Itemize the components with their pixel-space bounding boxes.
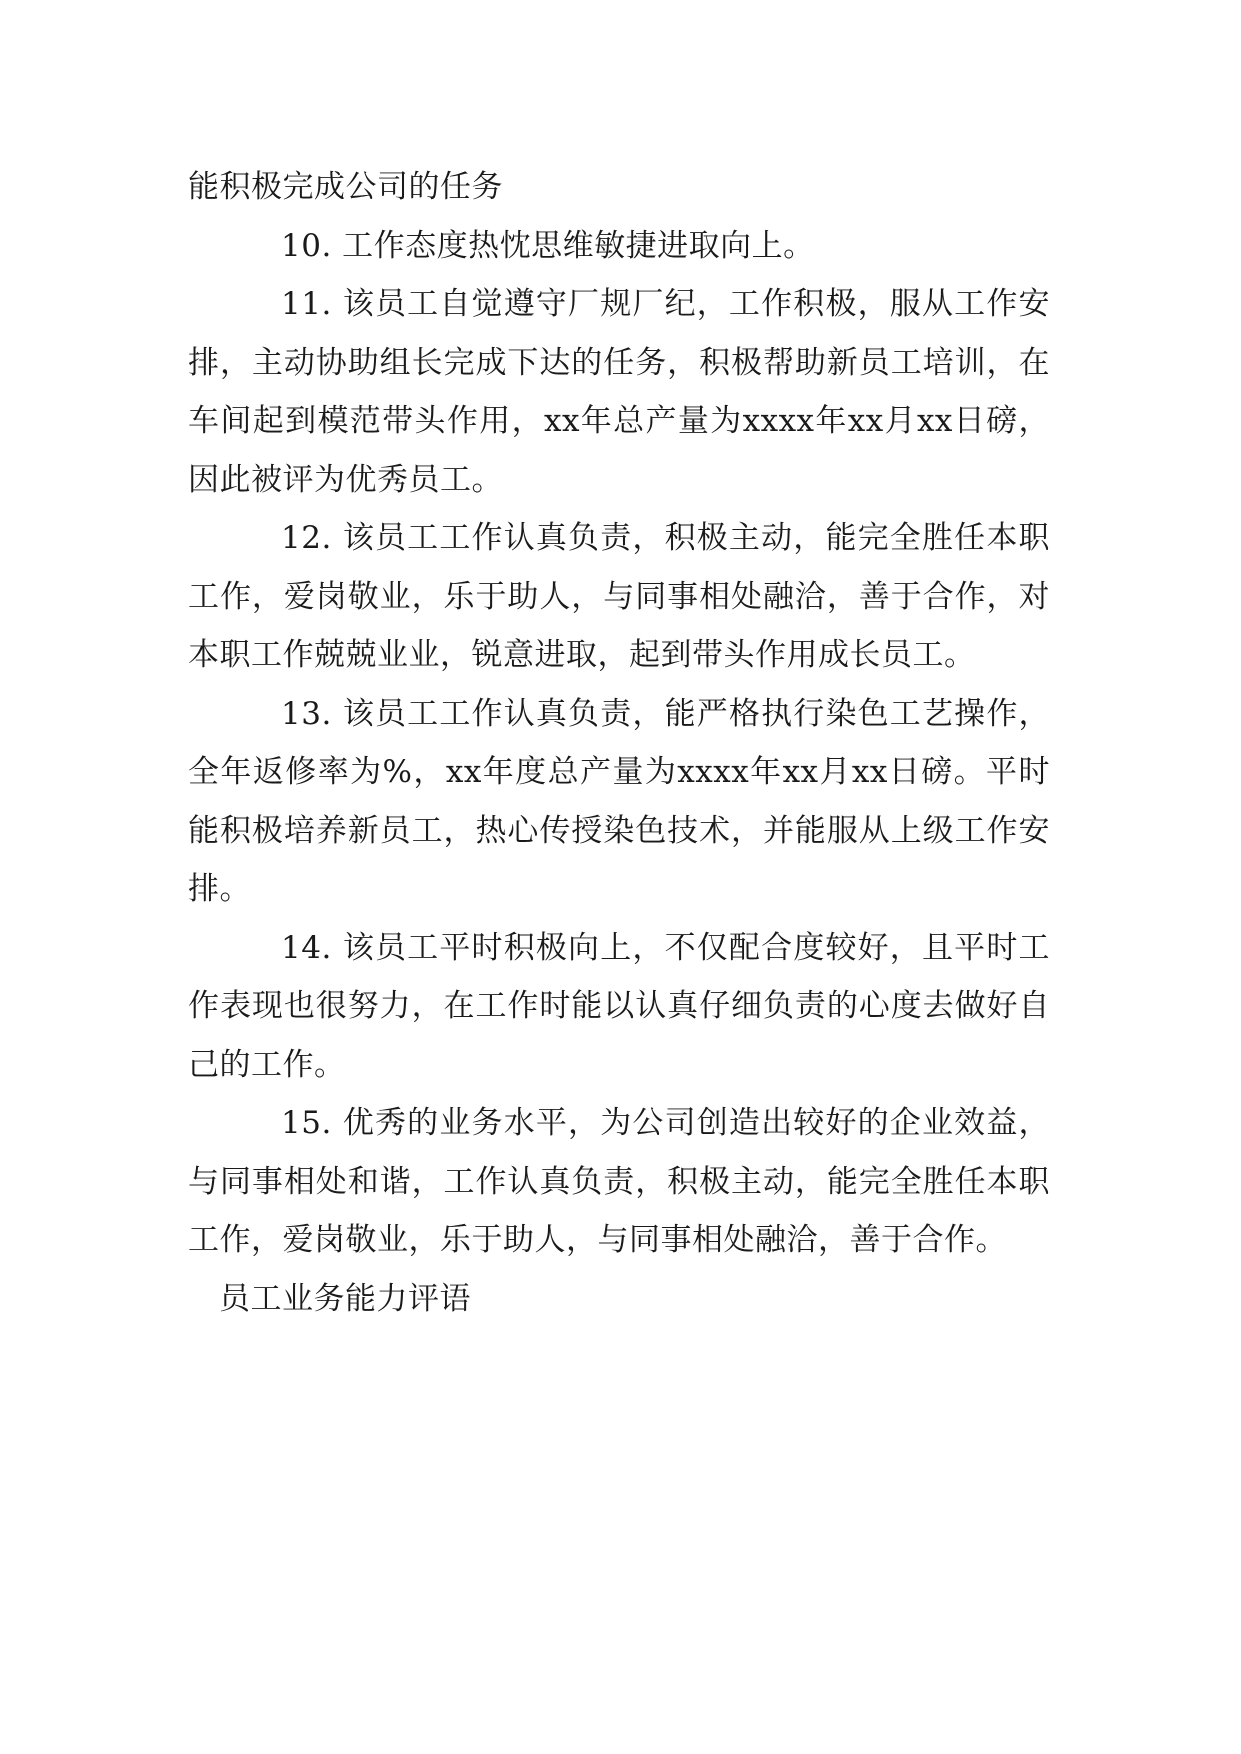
paragraph-item-11: 11. 该员工自觉遵守厂规厂纪，工作积极，服从工作安排，主动协助组长完成下达的任务，积极帮助新员工培训，在车间起到模范带头作用，xx年总产量为xxxx年xx月xx日磅，因此被评为优秀员工。 — [188, 286, 1050, 498]
paragraph-item-10: 10. 工作态度热忱思维敏捷进取向上。 — [281, 227, 815, 264]
closing-heading: 员工业务能力评语 — [219, 1280, 471, 1317]
paragraph-continuation: 能积极完成公司的任务 — [188, 169, 503, 205]
paragraph-item-12: 12. 该员工工作认真负责，积极主动，能完全胜任本职工作，爱岗敬业，乐于助人，与同事相处融洽，善于合作，对本职工作兢兢业业，锐意进取，起到带头作用成长员工。 — [188, 520, 1050, 673]
paragraph-item-15: 15. 优秀的业务水平，为公司创造出较好的企业效益，与同事相处和谐，工作认真负责，积极主动，能完全胜任本职工作，爱岗敬业，乐于助人，与同事相处融洽，善于合作。 — [188, 1105, 1050, 1258]
paragraph-item-14: 14. 该员工平时积极向上，不仅配合度较好，且平时工作表现也很努力，在工作时能以认真仔细负责的心度去做好自己的工作。 — [188, 929, 1050, 1083]
document-body — [188, 158, 1050, 1328]
paragraph-item-13: 13. 该员工工作认真负责，能严格执行染色工艺操作，全年返修率为%，xx年度总产量为xxxx年xx月xx日磅。平时能积极培养新员工，热心传授染色技术，并能服从上级工作安排。 — [188, 695, 1050, 907]
